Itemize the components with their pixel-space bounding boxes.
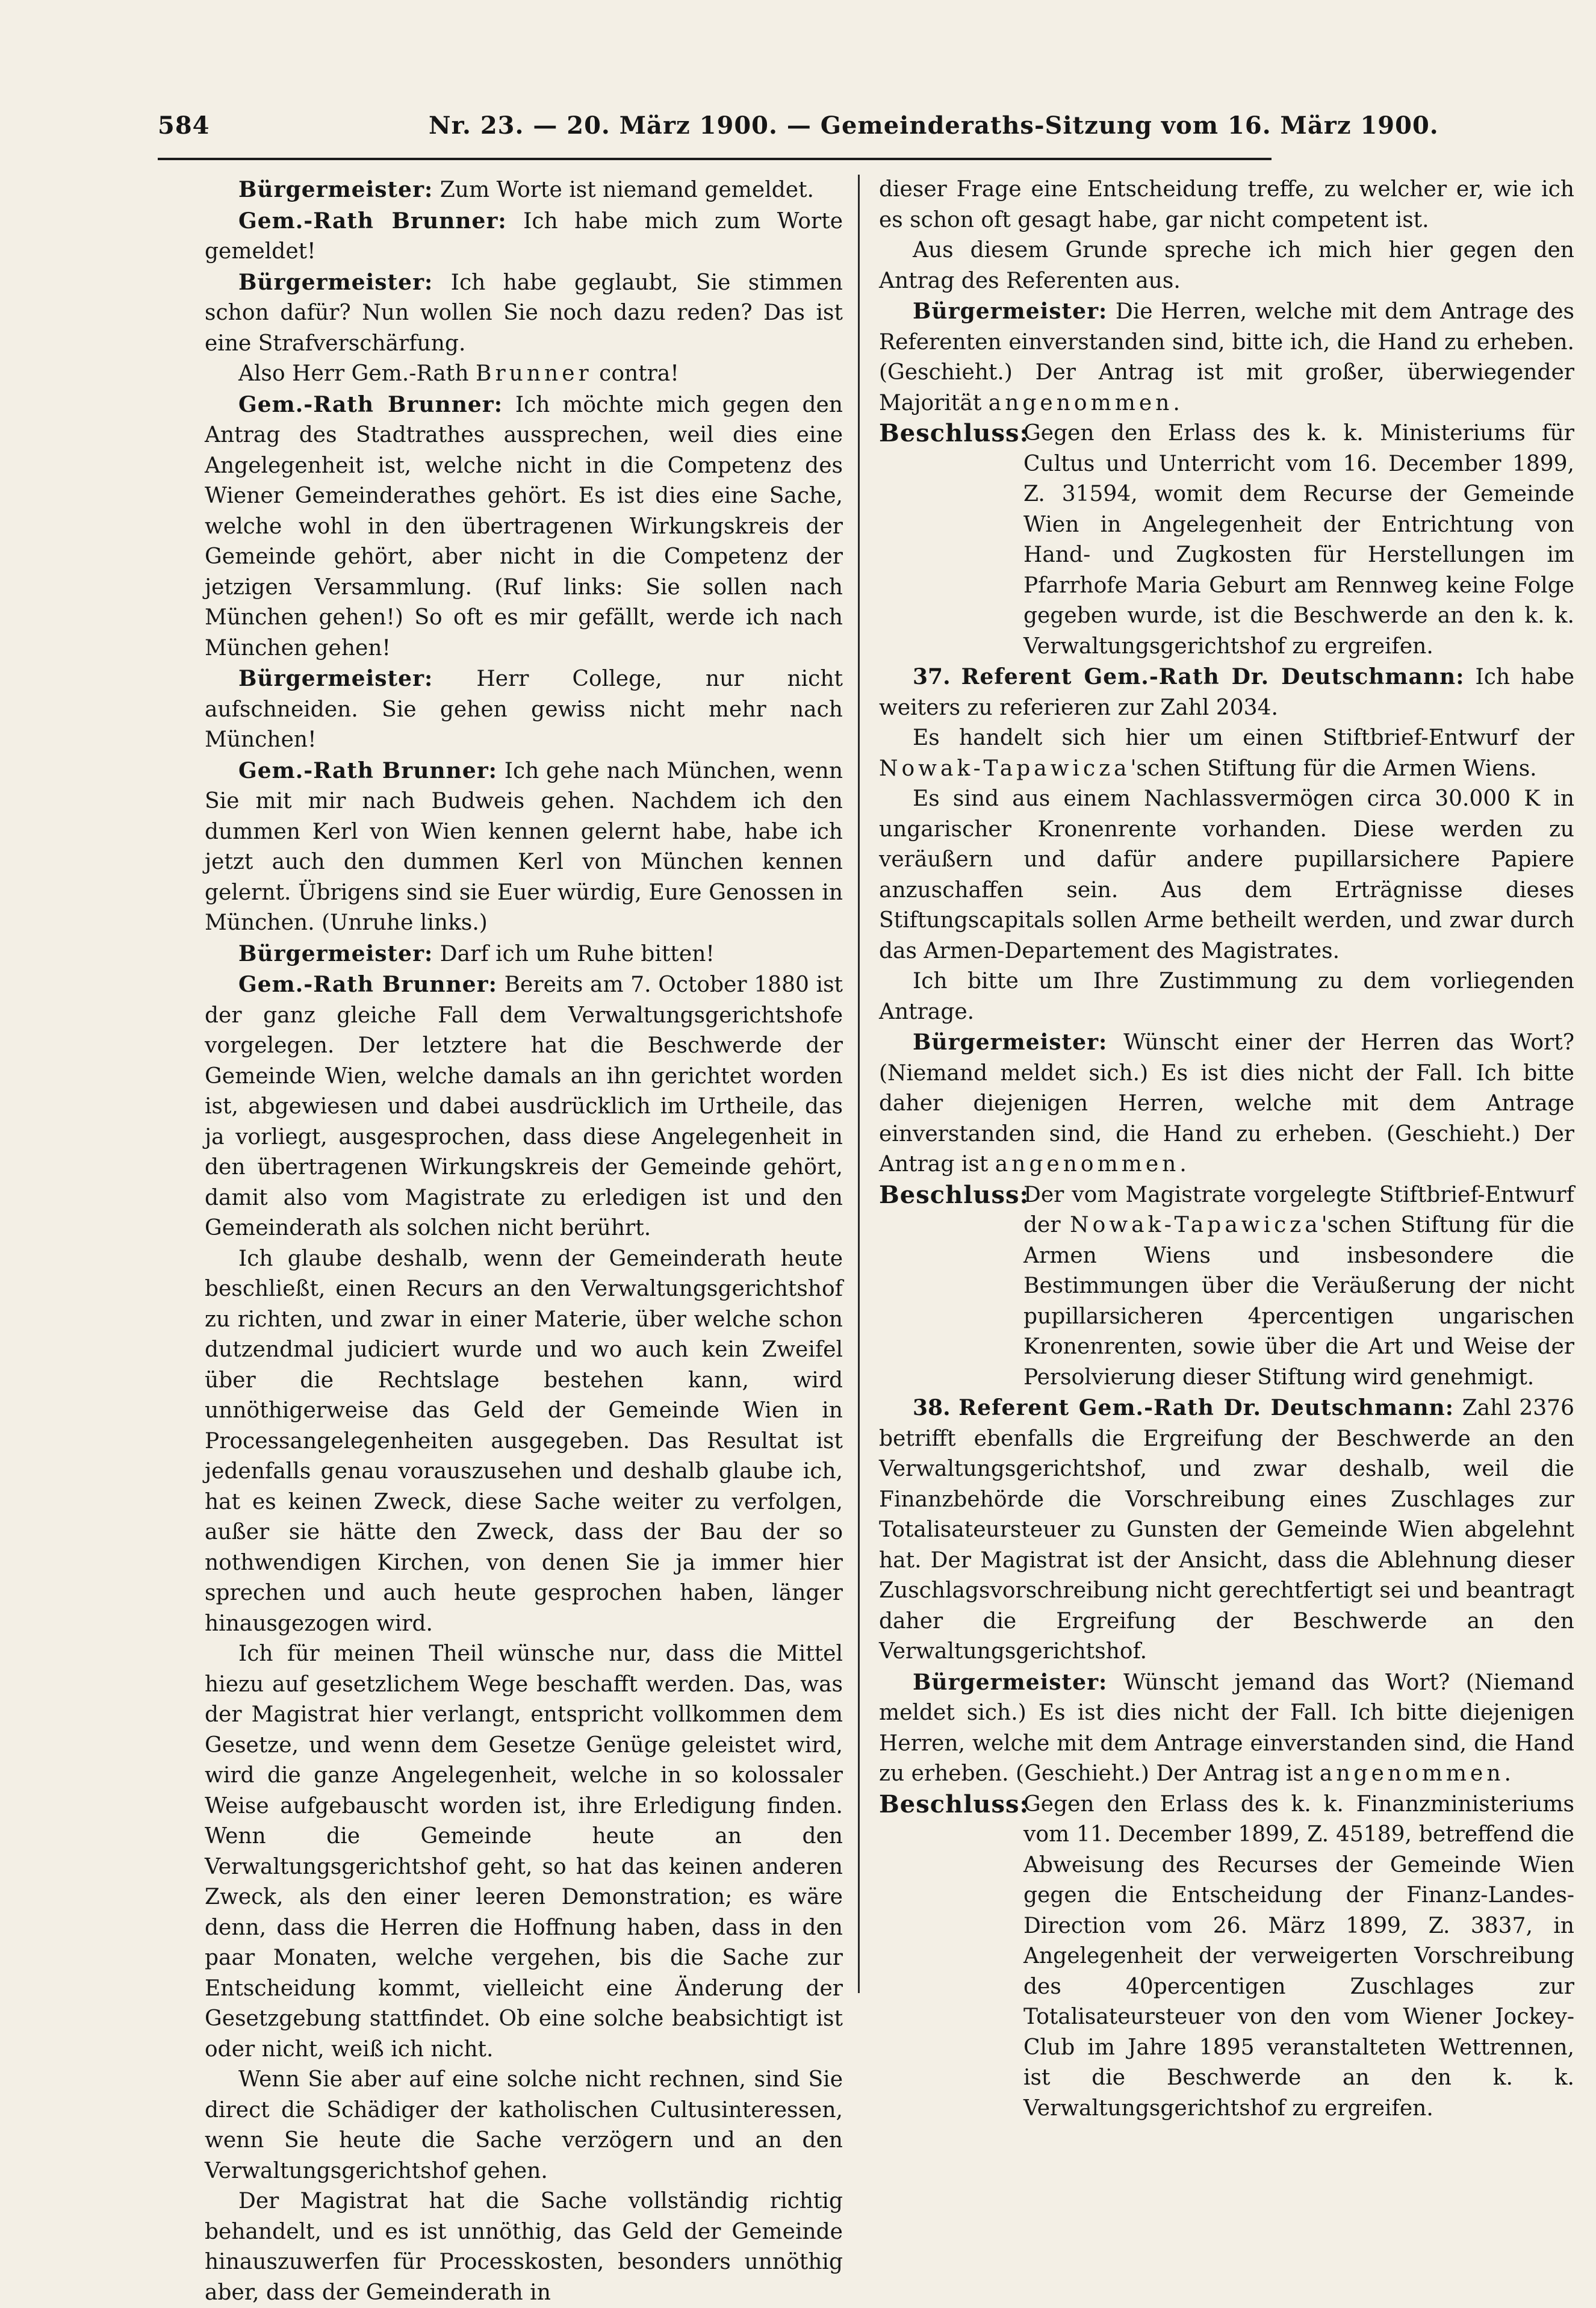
agenda-item-37 [879, 662, 1574, 723]
speech: Ich gehe nach München, wenn Sie mit mir nach Budweis gehen. Nachdem ich den dummen Kerl von Wien kennen gelernt habe, habe ich jetzt auch den dummen Kerl von München kennen gelernt. Übrigens sind sie Euer würdig, Eure Genossen in München. (Unruhe links.) [205, 758, 843, 935]
spaced-name: Nowak-Tapawicza [879, 756, 1131, 781]
item-number: 37. [913, 664, 951, 689]
speaker: Gem.-Rath Brunner: [238, 208, 507, 234]
resolution-block [879, 1180, 1574, 1393]
paragraph [205, 390, 843, 664]
speech: Wünscht einer der Herren das Wort? (Niemand meldet sich.) Es ist dies nicht der Fall. Ich bitte daher diejenigen Herren, welche mit dem Antrage einverstanden sind, die Hand zu erheben. (Geschieht.) Der Antrag ist [879, 1030, 1575, 1177]
text: Also Herr Gem.-Rath [238, 361, 469, 386]
speech: Zahl 2376 betrifft ebenfalls die Ergreifung der Beschwerde an den Verwaltungsgerichtshof, und zwar deshalb, weil die Finanzbehörde die Vorschreibung eines Zuschlages zur Totalisateursteuer zu Gunsten der Gemeinde Wien abgelehnt hat. Der Magistrat ist der Ansicht, dass die Ablehnung dieser Zuschlagsvorschreibung nicht gerechtfertigt sei und beantragt daher die Ergreifung der Beschwerde an den Verwaltungsgerichtshof. [879, 1396, 1574, 1664]
speech: Die Herren, welche mit dem Antrage des Referenten einverstanden sind, bitte ich, die Hand zu erheben. (Geschieht.) Der Antrag ist mit großer, überwiegender Majorität [879, 299, 1574, 415]
paragraph [879, 296, 1574, 418]
text: contra! [599, 361, 679, 386]
spaced-name: Brunner [475, 361, 592, 386]
speaker: Bürgermeister: [913, 1669, 1108, 1695]
speech: Ich habe weiters zu referieren zur Zahl 2034. [879, 665, 1574, 720]
paragraph: Der Magistrat hat die Sache vollständig richtig behandelt, und es ist unnöthig, das Geld der Gemeinde hinauszuwerfen für Processkosten, besonders unnöthig aber, dass der Gemeinderath in [205, 2189, 843, 2305]
speaker: Bürgermeister: [913, 1030, 1108, 1055]
speaker: Referent Gem.-Rath Dr. Deutschmann: [961, 664, 1465, 689]
speaker: Bürgermeister: [913, 299, 1108, 324]
running-title: Nr. 23. — 20. März 1900. — Gemeinderaths-Sitzung vom 16. März 1900. [429, 111, 1439, 140]
speaker: Bürgermeister: [238, 941, 433, 966]
paragraph: Wenn Sie aber auf eine solche nicht rechnen, sind Sie direct die Schädiger der katholischen Cultusinteressen, wenn Sie heute die Sache verzögern und an den Verwaltungsgerichtshof gehen. [205, 2067, 843, 2183]
spaced-word: angenommen. [995, 1152, 1190, 1177]
speaker: Bürgermeister: [238, 269, 433, 295]
text: Der vom Magistrate vorgelegte Stiftbrief-Entwurf der [1023, 1182, 1574, 1237]
paragraph [879, 723, 1574, 784]
paragraph: Ich für meinen Theil wünsche nur, dass die Mittel hiezu auf gesetzlichem Wege beschafft werden. Das, was der Magistrat hier verlangt, entspricht vollkommen dem Gesetze, und wenn dem Gesetze Genüge geleistet wird, wird die ganze Angelegenheit, welche in so kolossaler Weise aufgebauscht worden ist, ihre Erledigung finden. Wenn die Gemeinde heute an den Verwaltungsgerichtshof geht, so hat das keinen anderen Zweck, als den einer leeren Demonstration; es wäre denn, dass die Herren die Hoffnung haben, dass in den paar Monaten, welche vergehen, bis die Sache zur Entscheidung kommt, vielleicht eine Änderung der Gesetzgebung stattfindet. Ob eine solche beabsichtigt ist oder nicht, weiß ich nicht. [205, 1641, 843, 2062]
speaker: Gem.-Rath Brunner: [238, 972, 497, 997]
paragraph [205, 939, 843, 970]
paragraph [205, 969, 843, 1244]
resolution-block [879, 1790, 1574, 2124]
speech: Herr College, nur nicht aufschneiden. Sie gehen gewiss nicht mehr nach München! [205, 667, 843, 752]
left-column [205, 175, 843, 2308]
paragraph: Ich glaube deshalb, wenn der Gemeinderath heute beschließt, einen Recurs an den Verwaltungsgerichtshof zu richten, und zwar in einer Materie, über welche schon dutzendmal judiciert wurde und wo auch kein Zweifel über die Rechtslage bestehen kann, wird unnöthigerweise das Geld der Gemeinde Wien in Processangelegenheiten ausgegeben. Das Resultat ist jedenfalls genau vorauszusehen und deshalb glaube ich, hat es keinen Zweck, diese Sache weiter zu verfolgen, außer sie hätte den Zweck, dass der Bau der so nothwendigen Kirchen, von denen Sie ja immer hier sprechen und auch heute gesprochen haben, länger hinausgezogen wird. [205, 1246, 843, 1636]
speaker: Bürgermeister: [238, 666, 433, 691]
paragraph [879, 1667, 1574, 1790]
speech: Ich habe geglaubt, Sie stimmen schon dafür? Nun wollen Sie noch dazu reden? Das ist eine Strafverschärfung. [205, 270, 843, 356]
page-header [158, 105, 1439, 148]
paragraph: dieser Frage eine Entscheidung treffe, zu welcher er, wie ich es schon oft gesagt habe, gar nicht competent ist. [879, 177, 1574, 232]
paragraph: Ich bitte um Ihre Zustimmung zu dem vorliegenden Antrage. [879, 969, 1574, 1024]
speech: Darf ich um Ruhe bitten! [439, 941, 715, 966]
paragraph [205, 359, 843, 390]
header-rule [158, 158, 1272, 160]
resolution-label: Beschluss: [879, 419, 1029, 447]
resolution-text: Gegen den Erlass des k. k. Ministeriums für Cultus und Unterricht vom 16. December 1899, Z. 31594, womit dem Recurse der Gemeinde Wien in Angelegenheit der Entrichtung von Hand- und Zugkosten für Herstellungen im Pfarrhofe Maria Geburt am Rennweg keine Folge gegeben wurde, ist die Beschwerde an den k. k. Verwaltungsgerichtshof zu ergreifen. [1023, 421, 1574, 659]
column-separator [858, 175, 860, 1993]
paragraph [205, 175, 843, 206]
spaced-word: angenommen. [1319, 1761, 1515, 1786]
spaced-name: Nowak-Tapawicza [1070, 1213, 1321, 1237]
text: 'schen Stiftung für die Armen Wiens. [1130, 756, 1537, 781]
paragraph: Es sind aus einem Nachlassvermögen circa 30.000 K in ungarischer Kronenrente vorhanden. Diese werden zu veräußern und dafür andere pupillarsichere Papiere anzuschaffen sein. Aus dem Erträgnisse dieses Stiftungscapitals sollen Arme betheilt werden, und zwar durch das Armen-Departement des Magistrates. [879, 786, 1574, 963]
paragraph [205, 267, 843, 359]
text: Es handelt sich hier um einen Stiftbrief-Entwurf der [913, 726, 1574, 750]
speech: Zum Worte ist niemand gemeldet. [439, 178, 814, 202]
paragraph: Aus diesem Grunde spreche ich mich hier gegen den Antrag des Referenten aus. [879, 238, 1574, 293]
speaker: Bürgermeister: [238, 177, 433, 202]
item-number: 38. [913, 1395, 951, 1420]
resolution-block [879, 418, 1574, 662]
paragraph [879, 1027, 1574, 1180]
speaker: Gem.-Rath Brunner: [238, 757, 497, 783]
resolution-label: Beschluss: [879, 1790, 1029, 1818]
agenda-item-38 [879, 1393, 1574, 1667]
spaced-word: angenommen. [988, 390, 1184, 415]
paragraph [205, 664, 843, 756]
page-number: 584 [158, 111, 210, 140]
resolution-label: Beschluss: [879, 1180, 1029, 1209]
speaker: Referent Gem.-Rath Dr. Deutschmann: [958, 1395, 1454, 1420]
paragraph [205, 756, 843, 939]
text: 'schen Stiftung für die Armen Wiens und insbesondere die Bestimmungen über die Veräußerung der nicht pupillarsicheren 4percentigen ungarischen Kronenrenten, sowie über die Art und Weise der Persolvierung dieser Stiftung wird genehmigt. [1023, 1213, 1574, 1390]
resolution-text: Gegen den Erlass des k. k. Finanzministeriums vom 11. December 1899, Z. 45189, betreffend die Abweisung des Recurses der Gemeinde Wien gegen die Entscheidung der Finanz-Landes-Direction vom 26. März 1899, Z. 3837, in Angelegenheit der verweigerten Vorschreibung des 40percentigen Zuschlages zur Totalisateursteuer von den vom Wiener Jockey-Club im Jahre 1895 veranstalteten Wettrennen, ist die Beschwerde an den k. k. Verwaltungsgerichtshof zu ergreifen. [1023, 1791, 1574, 2121]
speaker: Gem.-Rath Brunner: [238, 391, 503, 417]
speech: Wünscht jemand das Wort? (Niemand meldet sich.) Es ist dies nicht der Fall. Ich bitte diejenigen Herren, welche mit dem Antrage einverstanden sind, die Hand zu erheben. (Geschieht.) Der Antrag ist [879, 1670, 1574, 1786]
resolution-text [1023, 1180, 1574, 1393]
paragraph [205, 206, 843, 267]
speech: Bereits am 7. October 1880 ist der ganz gleiche Fall dem Verwaltungsgerichtshofe vorgelegen. Der letztere hat die Beschwerde der Gemeinde Wien, welche damals an ihn gerichtet worden ist, abgewiesen und dabei ausdrücklich im Urtheile, das ja vorliegt, ausgesprochen, dass diese Angelegenheit in den übertragenen Wirkungskreis der Gemeinde gehört, damit also vom Magistrate zu erledigen ist und den Gemeinderath als solchen nicht berührt. [205, 972, 843, 1240]
speech: Ich möchte mich gegen den Antrag des Stadtrathes aussprechen, weil dies eine Angelegenheit ist, welche nicht in die Competenz des Wiener Gemeinderathes gehört. Es ist dies eine Sache, welche wohl in den übertragenen Wirkungskreis der Gemeinde gehört, aber nicht in die Competenz der jetzigen Versammlung. (Ruf links: Sie sollen nach München gehen!) So oft es mir gefällt, werde ich nach München gehen! [205, 392, 843, 661]
speech: Ich habe mich zum Worte gemeldet! [205, 208, 843, 264]
right-column [879, 175, 1574, 2124]
